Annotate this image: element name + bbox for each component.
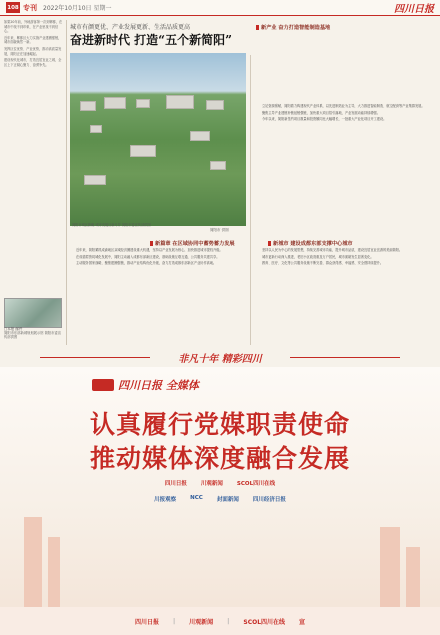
brand-logo-icon [92, 379, 114, 391]
sidebar-author: □本报 邮件 [4, 327, 23, 331]
ad-slogan-line1: 认真履行党媒职责使命 [89, 410, 350, 439]
media-logo: 川报观察 [154, 497, 177, 503]
ad-brand-name: 四川日报 全媒体 [118, 379, 199, 392]
photo-caption: 简阳市城区俯瞰 城市发展日新月异 简阳市委宣传部供图 [72, 223, 151, 227]
media-logo: 四川日报 [134, 618, 159, 626]
ad-brand [92, 377, 199, 393]
body-paragraph: 今年以来，简阳新签约项目数量和投资额同比大幅增长，一批重大产业化项目开工建设。 [262, 117, 387, 122]
decor-building [380, 527, 400, 607]
ad-bottom-strip [0, 607, 440, 635]
section-heading-text: 新产业 奋力打造智能制造基地 [261, 25, 331, 31]
media-logo: SCOL四川在线 [236, 481, 276, 487]
issue-date: 2022年10月10日 星期一 [43, 5, 112, 12]
page-number-badge: 108 [6, 2, 20, 13]
article-kicker: 城市有颜更优、产业发展更新、生活品质更高 [70, 24, 191, 31]
body-paragraph: 教育、医疗、文化等公共服务设施不断完善，群众获得感、幸福感、安全感持续提升。 [262, 261, 384, 266]
sidebar-paragraph: 发挥区位优势、产业优势，推动高质量发展，简阳正在加速崛起。 [4, 46, 62, 56]
media-ad [0, 367, 440, 635]
ad-slogan-line2: 推动媒体深度融合发展 [89, 444, 350, 473]
band-title: 非凡十年 精彩四川 [150, 350, 290, 364]
body-paragraph: 主动服务国家战略，聚焦建圈强链，推动产业结构优化升级，奋力打造成都东部新区产业协作高地。 [76, 261, 217, 266]
decor-building [406, 547, 420, 607]
media-logo-row [0, 495, 440, 503]
section-heading-text: 新篇章 在区域协同中蓄势蓄力发展 [155, 241, 235, 247]
media-logo: 川观新闻 [200, 481, 223, 487]
media-logo: 封面新闻 [216, 497, 239, 503]
section-heading [150, 240, 235, 247]
logo-separator: | [172, 617, 176, 625]
section-body [256, 104, 434, 232]
heading-marker [268, 241, 271, 246]
sidebar-caption: 简阳市东部新城规划展示馆 简阳市委宣传部供图 [4, 331, 62, 340]
decor-building [48, 537, 60, 607]
section-body [256, 248, 434, 346]
section-body [70, 248, 246, 346]
city-aerial-photo [70, 53, 246, 226]
column-divider [66, 20, 67, 345]
logo-separator: | [227, 617, 230, 625]
body-paragraph: 聚焦主导产业建链补链延链强链，加快重大项目招引落地，产业发展动能持续增强。 [262, 110, 380, 115]
media-logo: 川观新闻 [189, 618, 214, 626]
body-paragraph: 立足资源禀赋，简阳着力构建现代产业体系，以先进制造业为主导，大力推进智能制造、航空配套等产业集群发展。 [262, 104, 425, 108]
sidebar-paragraph: 如果20年前，外地游客第一次到郫都，在城市中找不到印象，在产业里找不到信心。 [4, 20, 63, 34]
body-paragraph: 城市更新行动深入推进，老旧小区改造惠及万户居民，城市面貌发生显著变化。 [262, 254, 374, 259]
body-paragraph: 坚持以人民为中心的发展思想，持续完善城市功能，提升城市品质，建设宜居宜业宜游的美丽简阳。 [262, 248, 403, 252]
media-logo-row [0, 479, 440, 487]
sidebar-paragraph: 近年来，郫都区大力实施产业建圈强链，城市面貌焕然一新。 [4, 35, 62, 45]
media-logo: SCOL四川在线 [243, 618, 286, 626]
media-logo: 四川日报 [164, 481, 187, 487]
media-logo: NCC [190, 495, 203, 501]
section-heading-text: 新城市 建设成都东部支撑中心城市 [273, 241, 353, 247]
column-divider [250, 55, 251, 345]
ad-label: 宣 [299, 618, 306, 626]
heading-marker [150, 241, 153, 246]
sidebar-paragraph: 建设现代化城市，打造宜居宜业之城，全区上下正凝心聚力、奋勇争先。 [4, 58, 62, 67]
section-heading [268, 240, 353, 247]
article-headline: 奋进新时代 打造“五个新简阳” [70, 33, 232, 47]
page-type-label: 专刊 [23, 3, 37, 12]
body-paragraph: 近年来，简阳紧抓成渝地区双城经济圈建设重大机遇，坚持以产业发展为核心，加快推进城市提档升级。 [76, 248, 223, 252]
section-heading [256, 24, 330, 31]
media-logo: 四川经济日报 [252, 497, 286, 503]
body-paragraph: 在成德眉资同城化发展中，简阳主动融入成都东部新区建设，基础设施互联互通，公共服务共建共享。 [76, 254, 220, 259]
heading-marker [256, 25, 259, 30]
page-header [0, 0, 440, 16]
decor-building [24, 517, 42, 607]
paper-logo: 四川日报 [394, 4, 434, 15]
sidebar-photo [4, 298, 62, 328]
photo-credit: 简阳市 供图 [210, 228, 229, 232]
